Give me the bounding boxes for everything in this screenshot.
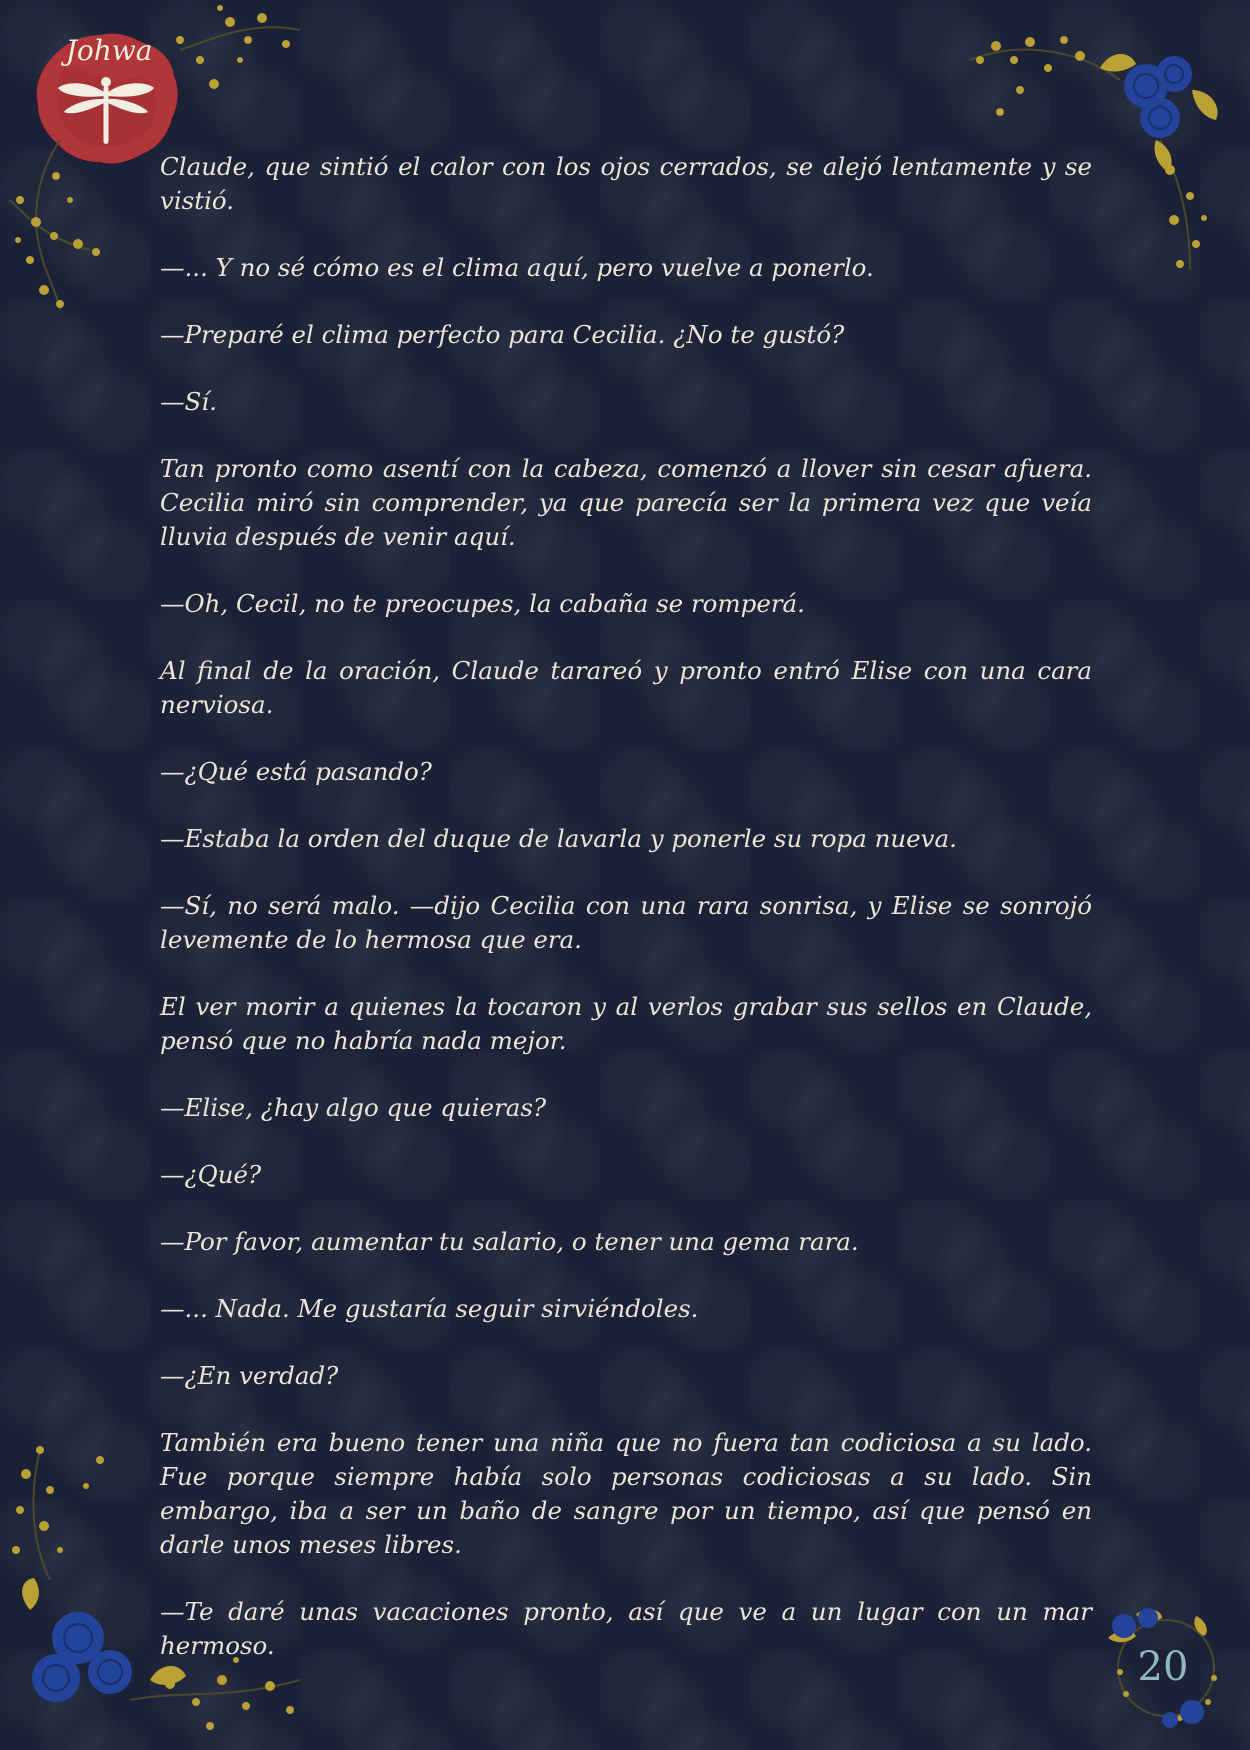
- logo-label: Johwa: [65, 34, 153, 67]
- paragraph: —Sí.: [160, 387, 217, 416]
- paragraph: —Por favor, aumentar tu salario, o tener una gema rara.: [160, 1227, 859, 1256]
- page-number: 20: [1137, 1644, 1189, 1690]
- paragraph: Al final de la oración, Claude tarareó y pronto entró Elise con una cara nerviosa.: [160, 656, 1092, 719]
- paragraph: —¿Qué está pasando?: [160, 757, 432, 786]
- paragraph: —... Y no sé cómo es el clima aquí, pero vuelve a ponerlo.: [160, 253, 874, 282]
- paragraph: —Estaba la orden del duque de lavarla y ponerle su ropa nueva.: [160, 824, 957, 853]
- paragraph: —Oh, Cecil, no te preocupes, la cabaña se romperá.: [160, 589, 805, 618]
- paragraph: —Te daré unas vacaciones pronto, así que ve a un lugar con un mar hermoso.: [160, 1597, 1092, 1660]
- paragraph: Claude, que sintió el calor con los ojos cerrados, se alejó lentamente y se vistió.: [160, 152, 1092, 215]
- paragraph: También era bueno tener una niña que no fuera tan codiciosa a su lado. Fue porque siempre había solo personas codiciosas a su lado. Sin embargo, iba a ser un baño de sangre por un tiempo, así que pensó en darle unos meses libres.: [160, 1428, 1092, 1559]
- paragraph: —¿En verdad?: [160, 1361, 339, 1390]
- paragraph: Tan pronto como asentí con la cabeza, comenzó a llover sin cesar afuera. Cecilia miró sin comprender, ya que parecía ser la primera vez que veía lluvia después de venir aquí.: [160, 454, 1092, 551]
- paragraph: El ver morir a quienes la tocaron y al verlos grabar sus sellos en Claude, pensó que no habría nada mejor.: [160, 992, 1092, 1055]
- paragraph: —¿Qué?: [160, 1160, 262, 1189]
- text-body: [160, 150, 1092, 1663]
- paragraph: —... Nada. Me gustaría seguir sirviéndoles.: [160, 1294, 699, 1323]
- paragraph: —Preparé el clima perfecto para Cecilia. ¿No te gustó?: [160, 320, 845, 349]
- paragraph: —Elise, ¿hay algo que quieras?: [160, 1093, 547, 1122]
- paragraph: —Sí, no será malo. —dijo Cecilia con una rara sonrisa, y Elise se sonrojó levemente de lo hermosa que era.: [160, 891, 1092, 954]
